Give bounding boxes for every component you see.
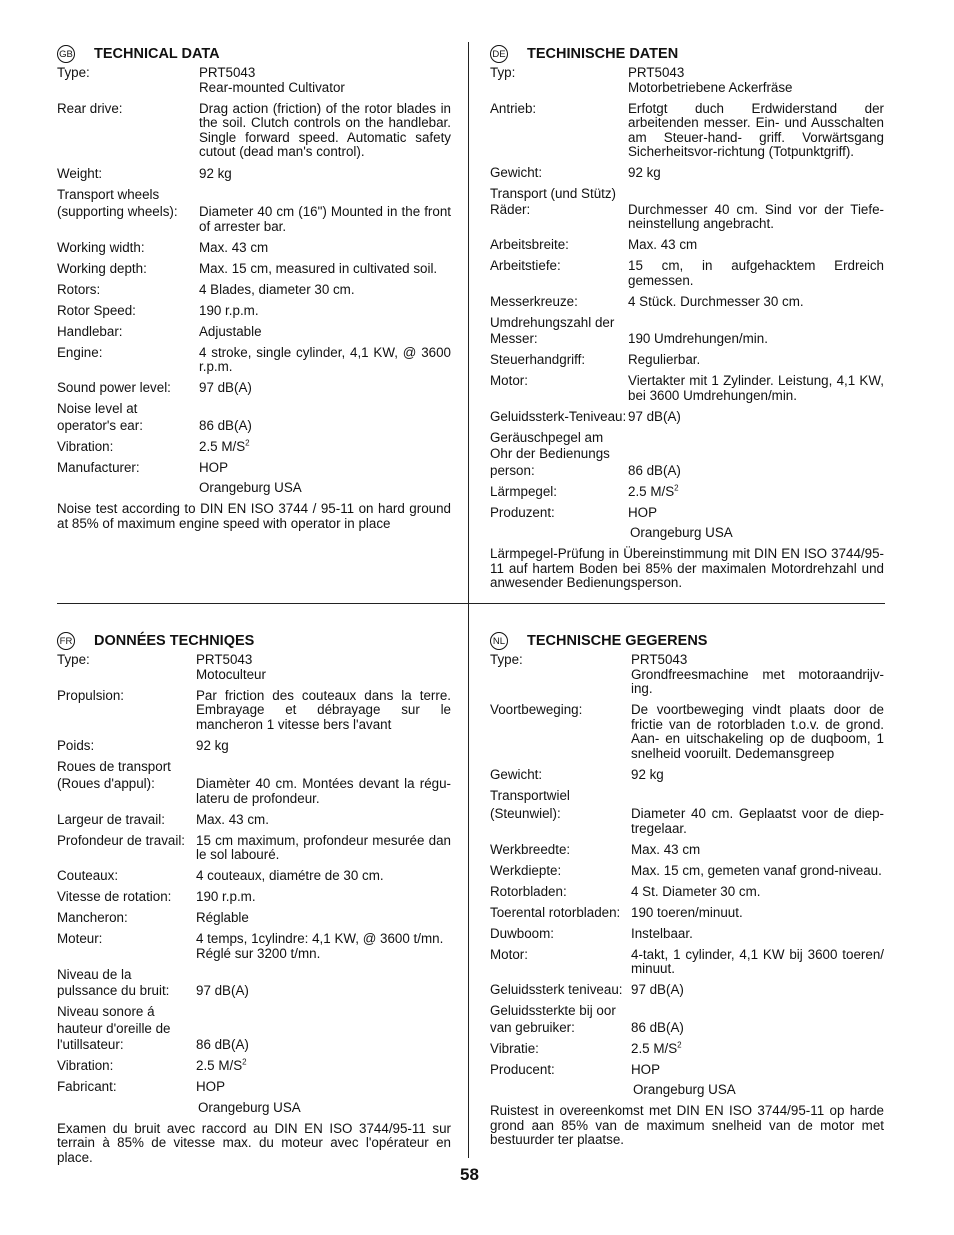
spec-row-engine (490, 948, 884, 977)
spec-value: Diameter 40 cm (16") Mounted in the front of arrester bar. (199, 204, 451, 234)
spec-value-text: 2.5 M/S (196, 1058, 243, 1073)
spec-label: Räder: (490, 201, 531, 217)
spec-label: Voortbeweging: (490, 702, 583, 717)
spec-row-sound (57, 381, 451, 396)
spec-label: Rotors: (57, 281, 101, 297)
section-fr (57, 631, 451, 1165)
spec-value: Drag action (friction) of the rotor blades in the soil. Clutch controls on the handlebar. Single forward speed. Automatic safety cutout (dead man's control). (199, 100, 451, 159)
spec-label: Geluidssterk-Teniveau: (490, 408, 627, 424)
spec-label: Poids: (57, 737, 95, 753)
spec-value (196, 932, 451, 961)
spec-label: Manufacturer: (57, 459, 140, 475)
spec-value: 97 dB(A) (199, 380, 252, 395)
spec-value: 86 dB(A) (628, 462, 681, 478)
spec-label: Couteaux: (57, 868, 119, 883)
spec-value: 4 couteaux, diamétre de 30 cm. (196, 868, 384, 883)
spec-row-wheels (57, 777, 451, 806)
spec-value (631, 1063, 884, 1098)
spec-value-line: Rear-mounted Cultivator (199, 79, 345, 95)
section-header (490, 631, 884, 651)
spec-value: Max. 43 cm (631, 841, 701, 857)
spec-label: Ohr der Bedienungs (490, 446, 610, 461)
spec-value: 97 dB(A) (196, 983, 249, 998)
section-header (490, 44, 884, 64)
spec-value: 15 cm, in aufgehacktem Erdreich gemessen. (628, 258, 884, 288)
spec-label: Steuerhandgriff: (490, 352, 586, 367)
spec-label: Working width: (57, 239, 145, 255)
spec-label: Arbeitsbreite: (490, 237, 569, 252)
vertical-divider (468, 42, 469, 1158)
spec-value: 92 kg (196, 737, 229, 753)
spec-row-weight (57, 167, 451, 182)
spec-value: Diameter 40 cm. Geplaatst voor de diep-tregelaar. (631, 806, 884, 836)
spec-row-noise (490, 1021, 884, 1036)
spec-row-width (490, 238, 884, 253)
section-gb (57, 44, 451, 531)
spec-row-vibration (490, 485, 884, 500)
section-title: TECHINISCHE DATEN (527, 45, 679, 62)
spec-label: Type: (57, 652, 90, 667)
spec-row-width (490, 843, 884, 858)
spec-row-depth (57, 262, 451, 277)
spec-row-vibration (57, 440, 451, 455)
spec-value (199, 461, 451, 496)
spec-label: Type: (490, 652, 523, 667)
spec-value: 86 dB(A) (199, 417, 252, 433)
spec-label: (Roues d'appul): (57, 776, 155, 791)
spec-value-line: Grondfreesmachine met motoraandrijv-ing. (631, 666, 884, 696)
spec-row-weight (57, 739, 451, 754)
spec-value-line: Orangeburg USA (199, 480, 302, 495)
spec-label: person: (490, 462, 535, 478)
noise-test-note: Ruistest in overeenkomst met DIN EN ISO 3744/95-11 op harde grond aan 85% van de maximum snelheid van de motor met bestuurder ter plaatse. (490, 1103, 884, 1147)
spec-label: Producent: (490, 1061, 555, 1077)
spec-label: Niveau sonore á (57, 1004, 155, 1019)
spec-label: Gewicht: (490, 165, 543, 180)
noise-test-note: Lärmpegel-Prüfung in Übereinstimmung mit DIN EN ISO 3744/95-11 auf hartem Boden bei 85% der maximalen Motordrehzahl und anwesender Bedienungsperson. (490, 546, 884, 590)
spec-row-wheels (57, 205, 451, 234)
spec-row-wheels (490, 807, 884, 836)
noise-test-note: Examen du bruit avec raccord au DIN EN ISO 3744/95-11 sur terrain à 85% de vitesse max. du moteur avec l'opérateur en place. (57, 1120, 451, 1165)
spec-value: Erfotgt duch Erdwiderstand der arbeitenden messer. Ein- und Ausschalten am Steuer-hand- griff. Vorwärtsgang Sicherheitsvor-richtung (Totpunktgriff). (628, 100, 884, 159)
spec-value: 190 Umdrehungen/min. (628, 331, 768, 346)
superscript: 2 (674, 483, 679, 493)
spec-value: 97 dB(A) (628, 408, 681, 424)
spec-value (628, 66, 884, 95)
spec-value-line: Réglé sur 3200 t/mn. (196, 945, 321, 961)
spec-value: Max. 15 cm, measured in cultivated soil. (199, 260, 438, 276)
spec-label: l'utillsateur: (57, 1037, 124, 1052)
spec-row-rotors (490, 885, 884, 900)
spec-label: hauteur d'oreille de (57, 1020, 171, 1036)
spec-label: Geluidssterkte bij oor (490, 1003, 616, 1018)
spec-label: Vibration: (57, 1058, 114, 1073)
spec-row-type (490, 653, 884, 697)
spec-label: (supporting wheels): (57, 204, 178, 219)
spec-row-manufacturer (57, 1080, 451, 1115)
spec-label: Duwboom: (490, 925, 555, 941)
spec-value-line: Orangeburg USA (198, 1099, 301, 1115)
page-number: 58 (460, 1165, 479, 1184)
spec-row-handlebar (490, 353, 884, 368)
spec-label: Fabricant: (57, 1079, 117, 1094)
spec-value: Viertakter mit 1 Zylinder. Leistung, 4,1 KW, bei 3600 Umdrehungen/min. (628, 373, 884, 403)
section-title: DONNÉES TECHNIQES (94, 632, 255, 649)
spec-value-line: HOP (196, 1079, 226, 1094)
section-title: TECHNISCHE GEGERENS (527, 632, 708, 649)
spec-label: Werkbreedte: (490, 841, 571, 857)
spec-value: De voortbeweging vindt plaats door de frictie van de rotorbladen t.o.v. de grond. Aan- en uitschakeling op de duqboom, 1 snelheid vooruilt. Dedemansgreep (631, 702, 884, 761)
language-badge: NL (490, 632, 508, 650)
spec-value: Max. 43 cm (199, 239, 269, 255)
spec-label: Mancheron: (57, 910, 128, 925)
spec-row-handlebar (57, 325, 451, 340)
spec-value-line: Orangeburg USA (630, 525, 733, 540)
spec-row-vibration (57, 1059, 451, 1074)
spec-label: Noise level at (57, 401, 138, 416)
spec-value (628, 506, 884, 541)
spec-label: Sound power level: (57, 380, 171, 395)
spec-row-sound (490, 410, 884, 425)
section-de (490, 44, 884, 591)
spec-label: Antrieb: (490, 100, 537, 116)
spec-value-line: Orangeburg USA (633, 1082, 736, 1097)
spec-label: Vibration: (57, 438, 114, 454)
spec-value: 15 cm maximum, profondeur mesurée dan le sol labouré. (196, 832, 451, 862)
spec-row-rotors (57, 283, 451, 298)
spec-value: Durchmesser 40 cm. Sind vor der Tiefe-neinstellung angebracht. (628, 201, 884, 231)
spec-row-sound (490, 983, 884, 998)
spec-label: van gebruiker: (490, 1019, 575, 1035)
spec-value-line: Motoculteur (196, 666, 266, 682)
spec-row-engine (57, 346, 451, 375)
spec-label: (Steunwiel): (490, 806, 561, 821)
superscript: 2 (677, 1040, 682, 1050)
spec-label: Geräuschpegel am (490, 429, 604, 445)
spec-label: Gewicht: (490, 766, 543, 782)
spec-label: Transport wheels (57, 186, 160, 202)
spec-value-line: PRT5043 (628, 65, 685, 80)
spec-value: 4 Stück. Durchmesser 30 cm. (628, 293, 804, 309)
spec-row-sound (57, 984, 451, 999)
spec-row-noise (57, 1038, 451, 1053)
spec-label: Messerkreuze: (490, 293, 578, 309)
spec-row-width (57, 813, 451, 828)
spec-value: Max. 43 cm. (196, 811, 269, 827)
spec-label: Propulsion: (57, 687, 124, 703)
spec-value (631, 653, 884, 697)
spec-row-drive (57, 102, 451, 160)
spec-row-speed (490, 906, 884, 921)
language-badge: DE (490, 45, 508, 63)
spec-value: Regulierbar. (628, 352, 701, 367)
spec-label: Niveau de la (57, 966, 132, 982)
spec-label: Type: (57, 65, 90, 80)
spec-value: 4 Blades, diameter 30 cm. (199, 281, 355, 297)
spec-row-engine (490, 374, 884, 403)
spec-row-vibration (490, 1042, 884, 1057)
spec-label: Weight: (57, 165, 103, 181)
spec-row-rotors (57, 869, 451, 884)
spec-label: Rotor Speed: (57, 302, 136, 318)
spec-label: Lärmpegel: (490, 483, 557, 499)
spec-value-text: 2.5 M/S (631, 1040, 678, 1056)
spec-value-text: 2.5 M/S (199, 438, 246, 454)
spec-value: Instelbaar. (631, 925, 693, 941)
spec-label: Rear drive: (57, 100, 123, 116)
spec-row-noise (57, 419, 451, 434)
spec-row-drive (490, 703, 884, 761)
spec-label: Messer: (490, 331, 538, 346)
spec-label: Motor: (490, 373, 528, 388)
horizontal-divider (57, 603, 885, 604)
spec-row-type (57, 66, 451, 95)
spec-label: Typ: (490, 65, 516, 80)
section-nl (490, 631, 884, 1148)
spec-label: Engine: (57, 344, 103, 360)
spec-value: Max. 43 cm (628, 237, 698, 252)
spec-value-text: 2.5 M/S (628, 483, 675, 499)
spec-row-manufacturer (57, 461, 451, 496)
spec-row-depth (490, 864, 884, 879)
spec-label: Transportwiel (490, 787, 570, 803)
spec-row-rotors (490, 295, 884, 310)
spec-row-speed (57, 890, 451, 905)
spec-value: 4 St. Diameter 30 cm. (631, 883, 761, 899)
spec-label: Motor: (490, 946, 528, 962)
spec-value: 97 dB(A) (631, 982, 684, 997)
spec-label: Rotorbladen: (490, 883, 567, 899)
spec-row-noise (490, 464, 884, 479)
spec-value (631, 1042, 884, 1057)
superscript: 2 (245, 438, 250, 448)
spec-row-manufacturer (490, 506, 884, 541)
spec-value: 190 r.p.m. (199, 302, 259, 318)
spec-label: Produzent: (490, 504, 555, 520)
spec-value-line: Motorbetriebene Ackerfräse (628, 79, 793, 95)
spec-label: Geluidssterk teniveau: (490, 982, 623, 997)
spec-label: Profondeur de travail: (57, 832, 186, 848)
spec-row-type (57, 653, 451, 682)
spec-value: 86 dB(A) (631, 1019, 684, 1035)
spec-value-line: PRT5043 (199, 65, 256, 80)
spec-value: Max. 15 cm, gemeten vanaf grond-niveau. (631, 862, 882, 878)
spec-row-depth (57, 834, 451, 863)
spec-row-depth (490, 259, 884, 288)
spec-row-drive (490, 102, 884, 160)
spec-label: Working depth: (57, 260, 147, 276)
spec-row-weight (490, 768, 884, 783)
spec-row-manufacturer (490, 1063, 884, 1098)
spec-value-line: PRT5043 (196, 652, 253, 667)
spec-label: operator's ear: (57, 417, 143, 433)
spec-label: Vibratie: (490, 1040, 539, 1056)
spec-label: Largeur de travail: (57, 811, 165, 827)
spec-row-speed (57, 304, 451, 319)
spec-row-type (490, 66, 884, 95)
language-badge: FR (57, 632, 75, 650)
spec-value: Adjustable (199, 323, 262, 339)
spec-row-handlebar (490, 927, 884, 942)
spec-value: 190 toeren/minuut. (631, 904, 743, 920)
spec-row-handlebar (57, 911, 451, 926)
spec-value-line: HOP (628, 504, 658, 520)
spec-label: Transport (und Stütz) (490, 186, 617, 201)
spec-row-drive (57, 689, 451, 733)
spec-value: Réglable (196, 910, 249, 925)
spec-label: Handlebar: (57, 323, 123, 339)
noise-test-note: Noise test according to DIN EN ISO 3744 / 95-11 on hard ground at 85% of maximum engine speed with operator in place (57, 501, 451, 531)
spec-row-wheels (490, 203, 884, 232)
spec-label: Moteur: (57, 931, 103, 946)
spec-row-width (57, 241, 451, 256)
spec-value: 190 r.p.m. (196, 889, 256, 904)
spec-value: 4 stroke, single cylinder, 4,1 KW, @ 3600 r.p.m. (199, 344, 451, 374)
spec-value: 4-takt, 1 cylinder, 4,1 KW bij 3600 toeren/ minuut. (631, 946, 884, 976)
spec-value: 92 kg (631, 766, 664, 782)
spec-value (199, 440, 451, 455)
section-header (57, 631, 451, 651)
spec-value (196, 1080, 451, 1115)
spec-value: 86 dB(A) (196, 1037, 249, 1052)
spec-value (196, 1059, 451, 1074)
section-header (57, 44, 451, 64)
spec-value-line: PRT5043 (631, 652, 688, 667)
spec-value: 92 kg (628, 165, 661, 180)
spec-value (199, 66, 451, 95)
spec-label: Roues de transport (57, 758, 171, 774)
spec-value: 92 kg (199, 165, 232, 181)
spec-row-weight (490, 166, 884, 181)
spec-value-line: 4 temps, 1cylindre: 4,1 KW, @ 3600 t/mn. (196, 931, 444, 946)
spec-value-line: HOP (631, 1061, 661, 1077)
spec-value (628, 485, 884, 500)
spec-label: pulssance du bruit: (57, 983, 170, 998)
spec-label: Umdrehungszahl der (490, 314, 615, 330)
spec-label: Werkdiepte: (490, 862, 562, 878)
spec-label: Toerental rotorbladen: (490, 904, 621, 920)
superscript: 2 (242, 1057, 247, 1067)
spec-value: Diamèter 40 cm. Montées devant la régu-lateru de profondeur. (196, 776, 451, 806)
spec-value (196, 653, 451, 682)
section-title: TECHNICAL DATA (94, 45, 220, 62)
spec-row-engine (57, 932, 451, 961)
language-badge: GB (57, 45, 75, 63)
spec-row-speed (490, 332, 884, 347)
spec-value: Par friction des couteaux dans la terre. Embrayage et débrayage sur le mancheron 1 vitesse bers l'avant (196, 687, 451, 732)
spec-label: Vitesse de rotation: (57, 889, 172, 904)
spec-label: Arbeitstiefe: (490, 258, 561, 273)
spec-value-line: HOP (199, 459, 229, 475)
